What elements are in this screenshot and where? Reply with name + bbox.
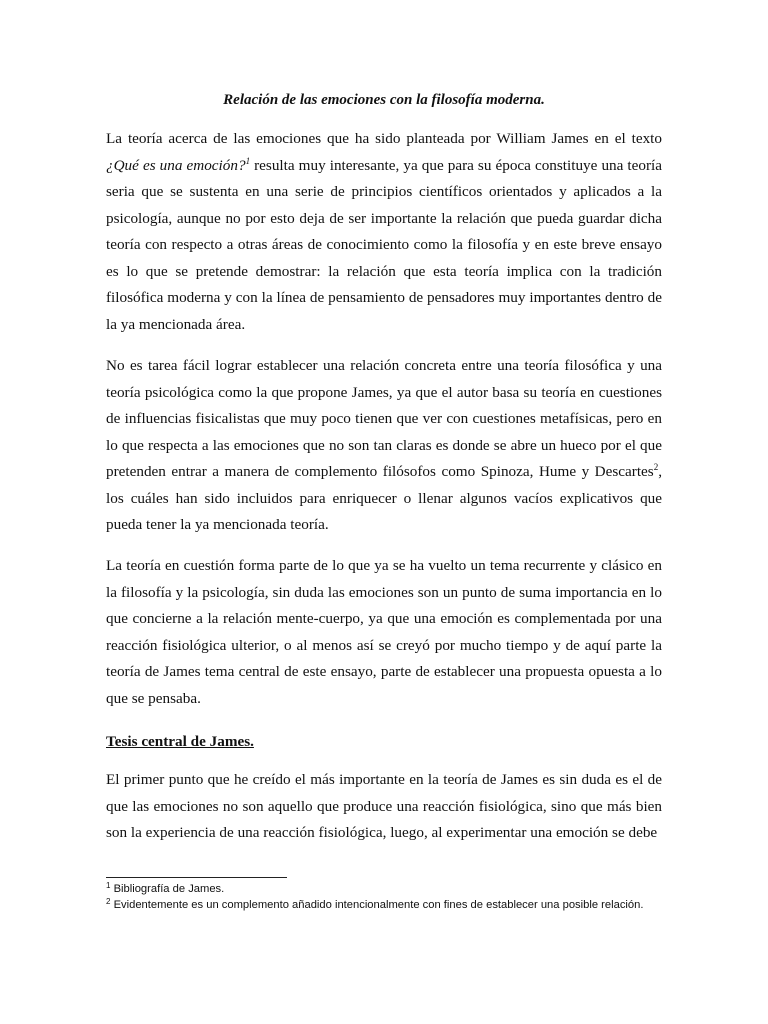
footnote-1-number: 1	[106, 881, 111, 890]
paragraph-1-text-a: La teoría acerca de las emociones que ha sido planteada por William James en el texto	[106, 130, 662, 147]
footnotes	[106, 881, 646, 913]
paragraph-1-text-b: resulta muy interesante, ya que para su época constituye una teoría seria que se sustenta en una serie de principios científicos orientados y aplicados a la psicología, aunque no por esto deja de ser importante la relación que pueda guardar dicha teoría con respecto a otras áreas de conocimiento como la filosofía y en este breve ensayo es lo que se pretende demostrar: la relación que esta teoría implica con la tradición filosófica moderna y con la línea de pensamiento de pensadores muy importantes dentro de la ya mencionada área.	[106, 156, 663, 333]
paragraph-1	[106, 126, 662, 338]
paragraph-4: El primer punto que he creído el más importante en la teoría de James es sin duda es el de que las emociones no son aquello que produce una reacción fisiológica, sino que más bien son la experiencia de una reacción fisiológica, luego, al experimentar una emoción se debe	[106, 771, 662, 841]
document-title: Relación de las emociones con la filosofía moderna.	[223, 92, 545, 108]
footnote-2	[106, 897, 646, 913]
paragraph-2-text-a: No es tarea fácil lograr establecer una relación concreta entre una teoría filosófica y una teoría psicológica como la que propone James, ya que el autor basa su teoría en cuestiones de influencias fisicalistas que muy poco tienen que ver con cuestiones metafísicas, pero en lo que respecta a las emociones que no son tan claras es donde se abre un hueco por el que pretenden entrar a manera de complemento filósofos como Spinoza, Hume y Descartes	[106, 357, 662, 480]
paragraph-1-italic-title: ¿Qué es una emoción?	[106, 156, 246, 174]
paragraph-3: La teoría en cuestión forma parte de lo que ya se ha vuelto un tema recurrente y clásico en la filosofía y la psicología, sin duda las emociones son un punto de suma importancia en lo que concierne a la relación mente-cuerpo, ya que una emoción es complementada por una reacción fisiológica ulterior, o al menos así se creyó por mucho tiempo y de aquí parte la teoría de James tema central de este ensayo, parte de establecer una propuesta opuesta a lo que se pensaba.	[106, 557, 662, 707]
section-heading: Tesis central de James.	[106, 733, 254, 750]
paragraph-2-text-b: , los cuáles han sido incluidos para enriquecer o llenar algunos vacíos explicativos que pueda tener la ya mencionada teoría.	[106, 463, 662, 533]
paragraph-2	[106, 353, 662, 539]
footnote-1	[106, 881, 646, 897]
footnote-ref-2: 2	[653, 462, 659, 472]
footnote-2-number: 2	[106, 897, 111, 906]
footnote-1-text: Bibliografía de James.	[113, 883, 225, 895]
footnote-2-text: Evidentemente es un complemento añadido intencionalmente con fines de establecer una posible relación.	[113, 899, 644, 911]
footnote-separator	[106, 877, 287, 878]
footnote-ref-1: 1	[245, 155, 251, 166]
